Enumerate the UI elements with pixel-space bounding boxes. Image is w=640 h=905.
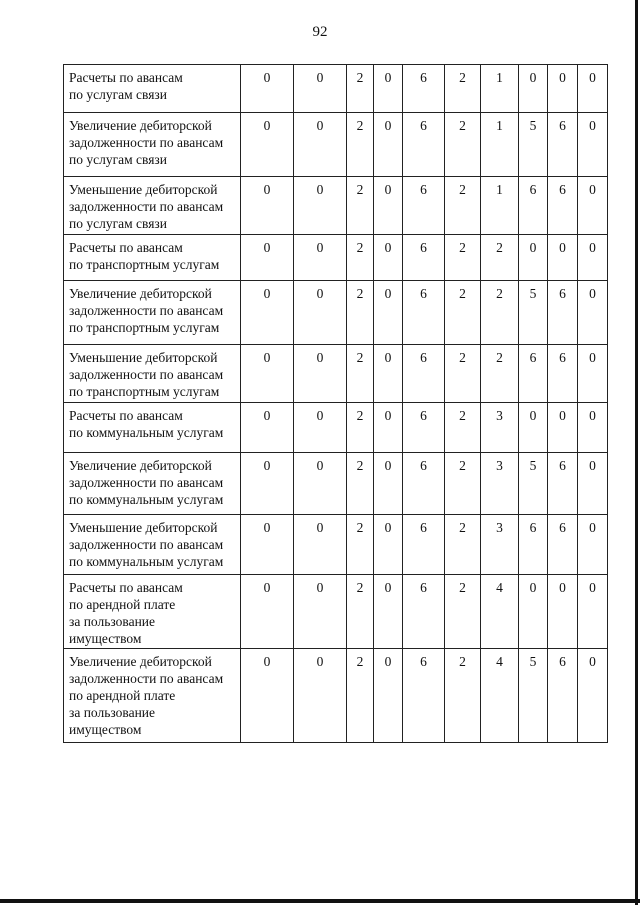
code-digit-cell: 2: [347, 649, 374, 743]
code-digit-cell: 5: [519, 649, 548, 743]
code-digit-cell: 0: [578, 65, 608, 113]
table-row: [64, 235, 608, 281]
scan-edge-bottom: [0, 899, 640, 903]
code-digit-cell: 1: [481, 65, 519, 113]
code-digit-cell: 0: [578, 649, 608, 743]
code-digit-cell: 0: [578, 345, 608, 403]
page-number: 92: [312, 24, 328, 40]
code-digit-cell: 6: [403, 177, 445, 235]
code-digit-cell: 2: [347, 403, 374, 453]
code-digit-cell: 6: [548, 177, 578, 235]
code-digit-cell: 0: [374, 177, 403, 235]
code-digit-cell: 0: [241, 649, 294, 743]
code-digit-cell: 6: [403, 65, 445, 113]
code-digit-cell: 5: [519, 113, 548, 177]
code-digit-cell: 6: [548, 649, 578, 743]
code-digit-cell: 0: [374, 453, 403, 515]
code-digit-cell: 0: [548, 575, 578, 649]
table-row: [64, 113, 608, 177]
code-digit-cell: 0: [294, 235, 347, 281]
table-row: [64, 575, 608, 649]
code-digit-cell: 0: [548, 235, 578, 281]
code-digit-cell: 3: [481, 453, 519, 515]
code-digit-cell: 0: [578, 235, 608, 281]
code-digit-cell: 2: [445, 403, 481, 453]
code-digit-cell: 0: [294, 281, 347, 345]
account-name-cell: Увеличение дебиторской задолженности по авансам по коммунальным услугам: [64, 453, 241, 515]
code-digit-cell: 0: [294, 515, 347, 575]
code-digit-cell: 2: [445, 345, 481, 403]
code-digit-cell: 6: [403, 113, 445, 177]
code-digit-cell: 2: [347, 453, 374, 515]
code-digit-cell: 0: [578, 575, 608, 649]
code-digit-cell: 0: [374, 649, 403, 743]
code-digit-cell: 2: [445, 113, 481, 177]
code-digit-cell: 0: [294, 177, 347, 235]
code-digit-cell: 2: [347, 113, 374, 177]
code-digit-cell: 0: [374, 515, 403, 575]
code-digit-cell: 6: [403, 575, 445, 649]
code-digit-cell: 6: [519, 345, 548, 403]
code-digit-cell: 2: [481, 235, 519, 281]
code-digit-cell: 0: [548, 65, 578, 113]
code-digit-cell: 6: [548, 281, 578, 345]
code-digit-cell: 6: [403, 281, 445, 345]
code-digit-cell: 0: [578, 177, 608, 235]
table-row: [64, 515, 608, 575]
code-digit-cell: 2: [347, 515, 374, 575]
code-digit-cell: 2: [347, 281, 374, 345]
code-digit-cell: 0: [294, 575, 347, 649]
code-digit-cell: 2: [445, 515, 481, 575]
code-digit-cell: 6: [403, 453, 445, 515]
table-row: [64, 281, 608, 345]
code-digit-cell: 0: [374, 235, 403, 281]
account-name-cell: Увеличение дебиторской задолженности по авансам по услугам связи: [64, 113, 241, 177]
code-digit-cell: 0: [294, 113, 347, 177]
code-digit-cell: 0: [294, 65, 347, 113]
table-row: [64, 345, 608, 403]
code-digit-cell: 6: [519, 177, 548, 235]
code-digit-cell: 6: [548, 345, 578, 403]
code-digit-cell: 2: [445, 649, 481, 743]
code-digit-cell: 2: [347, 65, 374, 113]
code-digit-cell: 2: [347, 177, 374, 235]
account-name-cell: Увеличение дебиторской задолженности по авансам по арендной плате за пользование имуществом: [64, 649, 241, 743]
code-digit-cell: 0: [374, 345, 403, 403]
code-digit-cell: 6: [403, 345, 445, 403]
code-digit-cell: 0: [578, 281, 608, 345]
code-digit-cell: 0: [374, 403, 403, 453]
code-digit-cell: 0: [578, 403, 608, 453]
code-digit-cell: 2: [347, 575, 374, 649]
table-row: [64, 177, 608, 235]
code-digit-cell: 0: [294, 345, 347, 403]
code-digit-cell: 0: [548, 403, 578, 453]
table-row: [64, 649, 608, 743]
code-digit-cell: 2: [481, 281, 519, 345]
code-digit-cell: 2: [445, 453, 481, 515]
code-digit-cell: 0: [241, 403, 294, 453]
code-digit-cell: 0: [241, 575, 294, 649]
code-digit-cell: 0: [374, 281, 403, 345]
code-digit-cell: 2: [445, 177, 481, 235]
code-digit-cell: 4: [481, 649, 519, 743]
account-name-cell: Расчеты по авансам по услугам связи: [64, 65, 241, 113]
code-digit-cell: 0: [241, 345, 294, 403]
code-digit-cell: 4: [481, 575, 519, 649]
code-digit-cell: 2: [445, 235, 481, 281]
code-digit-cell: 0: [241, 65, 294, 113]
account-codes-table: [63, 64, 608, 743]
code-digit-cell: 0: [578, 515, 608, 575]
code-digit-cell: 0: [241, 235, 294, 281]
table-row: [64, 65, 608, 113]
code-digit-cell: 6: [403, 403, 445, 453]
code-digit-cell: 3: [481, 403, 519, 453]
code-digit-cell: 0: [374, 65, 403, 113]
code-digit-cell: 1: [481, 177, 519, 235]
account-name-cell: Уменьшение дебиторской задолженности по авансам по коммунальным услугам: [64, 515, 241, 575]
code-digit-cell: 6: [403, 649, 445, 743]
code-digit-cell: 6: [548, 453, 578, 515]
code-digit-cell: 5: [519, 281, 548, 345]
code-digit-cell: 0: [241, 281, 294, 345]
code-digit-cell: 0: [241, 177, 294, 235]
table-row: [64, 403, 608, 453]
code-digit-cell: 0: [294, 649, 347, 743]
code-digit-cell: 2: [445, 65, 481, 113]
code-digit-cell: 0: [294, 403, 347, 453]
scan-edge-right: [635, 0, 638, 905]
code-digit-cell: 6: [403, 235, 445, 281]
code-digit-cell: 0: [519, 575, 548, 649]
account-name-cell: Уменьшение дебиторской задолженности по авансам по транспортным услугам: [64, 345, 241, 403]
code-digit-cell: 6: [548, 113, 578, 177]
code-digit-cell: 0: [519, 65, 548, 113]
code-digit-cell: 1: [481, 113, 519, 177]
account-name-cell: Увеличение дебиторской задолженности по авансам по транспортным услугам: [64, 281, 241, 345]
code-digit-cell: 0: [241, 515, 294, 575]
code-digit-cell: 0: [374, 113, 403, 177]
account-name-cell: Расчеты по авансам по арендной плате за пользование имуществом: [64, 575, 241, 649]
code-digit-cell: 0: [241, 113, 294, 177]
code-digit-cell: 0: [519, 235, 548, 281]
code-digit-cell: 0: [578, 453, 608, 515]
code-digit-cell: 2: [445, 281, 481, 345]
code-digit-cell: 3: [481, 515, 519, 575]
code-digit-cell: 2: [347, 235, 374, 281]
account-name-cell: Расчеты по авансам по коммунальным услугам: [64, 403, 241, 453]
table-body: [64, 65, 608, 743]
code-digit-cell: 5: [519, 453, 548, 515]
code-digit-cell: 2: [445, 575, 481, 649]
code-digit-cell: 0: [241, 453, 294, 515]
code-digit-cell: 6: [403, 515, 445, 575]
account-name-cell: Расчеты по авансам по транспортным услугам: [64, 235, 241, 281]
code-digit-cell: 0: [374, 575, 403, 649]
code-digit-cell: 0: [578, 113, 608, 177]
code-digit-cell: 6: [519, 515, 548, 575]
table-row: [64, 453, 608, 515]
code-digit-cell: 6: [548, 515, 578, 575]
code-digit-cell: 0: [294, 453, 347, 515]
code-digit-cell: 0: [519, 403, 548, 453]
code-digit-cell: 2: [481, 345, 519, 403]
account-name-cell: Уменьшение дебиторской задолженности по авансам по услугам связи: [64, 177, 241, 235]
code-digit-cell: 2: [347, 345, 374, 403]
